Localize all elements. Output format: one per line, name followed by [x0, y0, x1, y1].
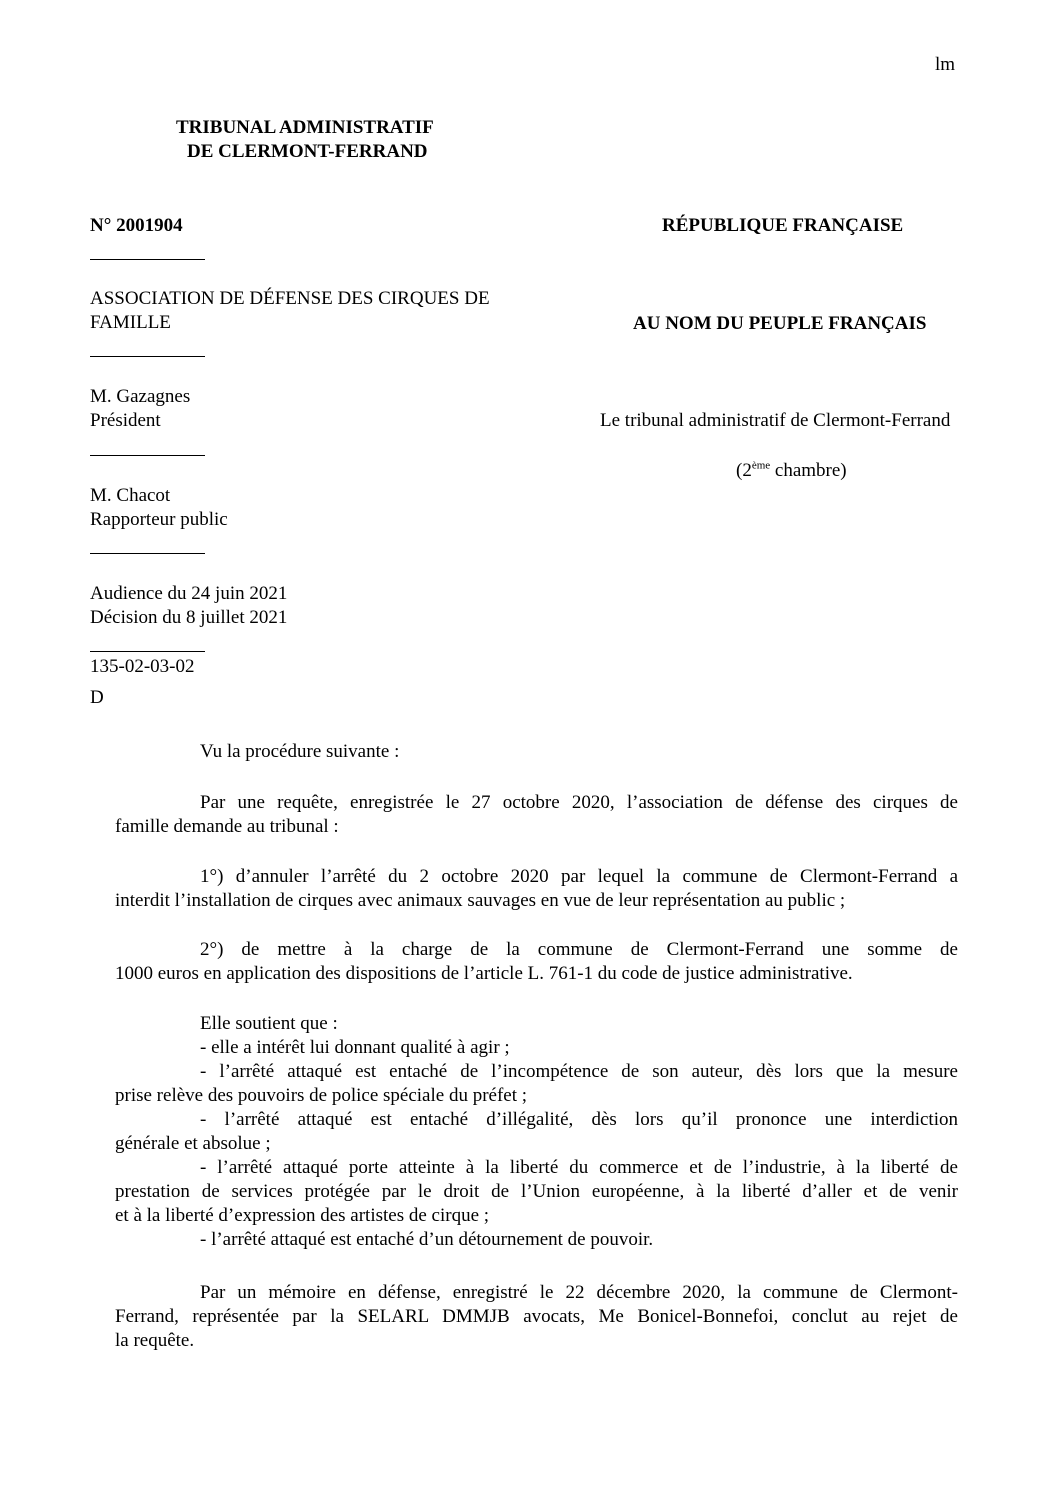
text-line: Ferrand, représentée par la SELARL DMMJB avocats, Me Bonicel-Bonnefoi, conclut au rejet de: [115, 1306, 958, 1327]
paragraph-arguments: [115, 1012, 958, 1252]
president-name: M. Gazagnes: [90, 386, 191, 407]
party-name-line1: ASSOCIATION DE DÉFENSE DES CIRQUES DE: [90, 288, 490, 309]
text-line: prestation de services protégée par le droit de l’Union européenne, à la liberté d’aller et de venir: [115, 1181, 958, 1202]
page-initials: lm: [935, 54, 956, 75]
text-line: famille demande au tribunal :: [115, 816, 339, 837]
text-line: - l’arrêté attaqué est entaché de l’incompétence de son auteur, dès lors que la mesure: [200, 1061, 958, 1082]
text-line: - l’arrêté attaqué est entaché d’illégalité, dès lors qu’il prononce une interdiction: [200, 1109, 958, 1130]
procedure-intro: Vu la procédure suivante :: [200, 741, 400, 762]
separator-rule: [90, 259, 205, 260]
in-the-name-heading: AU NOM DU PEUPLE FRANÇAIS: [633, 313, 927, 334]
text-line: Par un mémoire en défense, enregistré le 22 décembre 2020, la commune de Clermont-: [200, 1282, 958, 1303]
text-line: et à la liberté d’expression des artistes de cirque ;: [115, 1205, 490, 1226]
text-line: Par une requête, enregistrée le 27 octobre 2020, l’association de défense des cirques de: [200, 792, 958, 813]
decision-date: Décision du 8 juillet 2021: [90, 607, 288, 628]
tribunal-line: Le tribunal administratif de Clermont-Ferrand: [600, 410, 951, 431]
text-line: générale et absolue ;: [115, 1133, 271, 1154]
text-line: - l’arrêté attaqué porte atteinte à la liberté du commerce et de l’industrie, à la liberté de: [200, 1157, 958, 1178]
separator-rule: [90, 356, 205, 357]
text-line: 1°) d’annuler l’arrêté du 2 octobre 2020 par lequel la commune de Clermont-Ferrand a: [200, 866, 958, 887]
party-name-line2: FAMILLE: [90, 312, 171, 333]
rapporteur-name: M. Chacot: [90, 485, 171, 506]
text-line: prise relève des pouvoirs de police spéciale du préfet ;: [115, 1085, 528, 1106]
case-number: N° 2001904: [90, 215, 183, 236]
text-line: - l’arrêté attaqué est entaché d’un détournement de pouvoir.: [200, 1229, 654, 1250]
separator-rule: [90, 455, 205, 456]
president-role: Président: [90, 410, 161, 431]
text-line: Elle soutient que :: [200, 1013, 338, 1034]
hearing-date: Audience du 24 juin 2021: [90, 583, 288, 604]
text-line: 2°) de mettre à la charge de la commune de Clermont-Ferrand une somme de: [200, 939, 958, 960]
chamber-label: (2ème chambre): [736, 459, 847, 481]
text-line: - elle a intérêt lui donnant qualité à agir ;: [200, 1037, 510, 1058]
separator-rule: [90, 651, 205, 652]
classification-code: 135-02-03-02: [90, 656, 195, 677]
publication-letter: D: [90, 687, 104, 708]
republic-heading: RÉPUBLIQUE FRANÇAISE: [662, 215, 904, 236]
paragraph-request: [115, 791, 958, 839]
paragraph-annul: [115, 865, 958, 913]
text-line: 1000 euros en application des dispositions de l’article L. 761-1 du code de justice administrative.: [115, 963, 853, 984]
court-name-line2: DE CLERMONT-FERRAND: [187, 141, 428, 162]
court-name-line1: TRIBUNAL ADMINISTRATIF: [176, 117, 434, 138]
text-line: la requête.: [115, 1330, 195, 1351]
paragraph-costs: [115, 938, 958, 986]
paragraph-defense: [115, 1281, 958, 1353]
rapporteur-role: Rapporteur public: [90, 509, 228, 530]
separator-rule: [90, 553, 205, 554]
text-line: interdit l’installation de cirques avec animaux sauvages en vue de leur représentation au public ;: [115, 890, 846, 911]
